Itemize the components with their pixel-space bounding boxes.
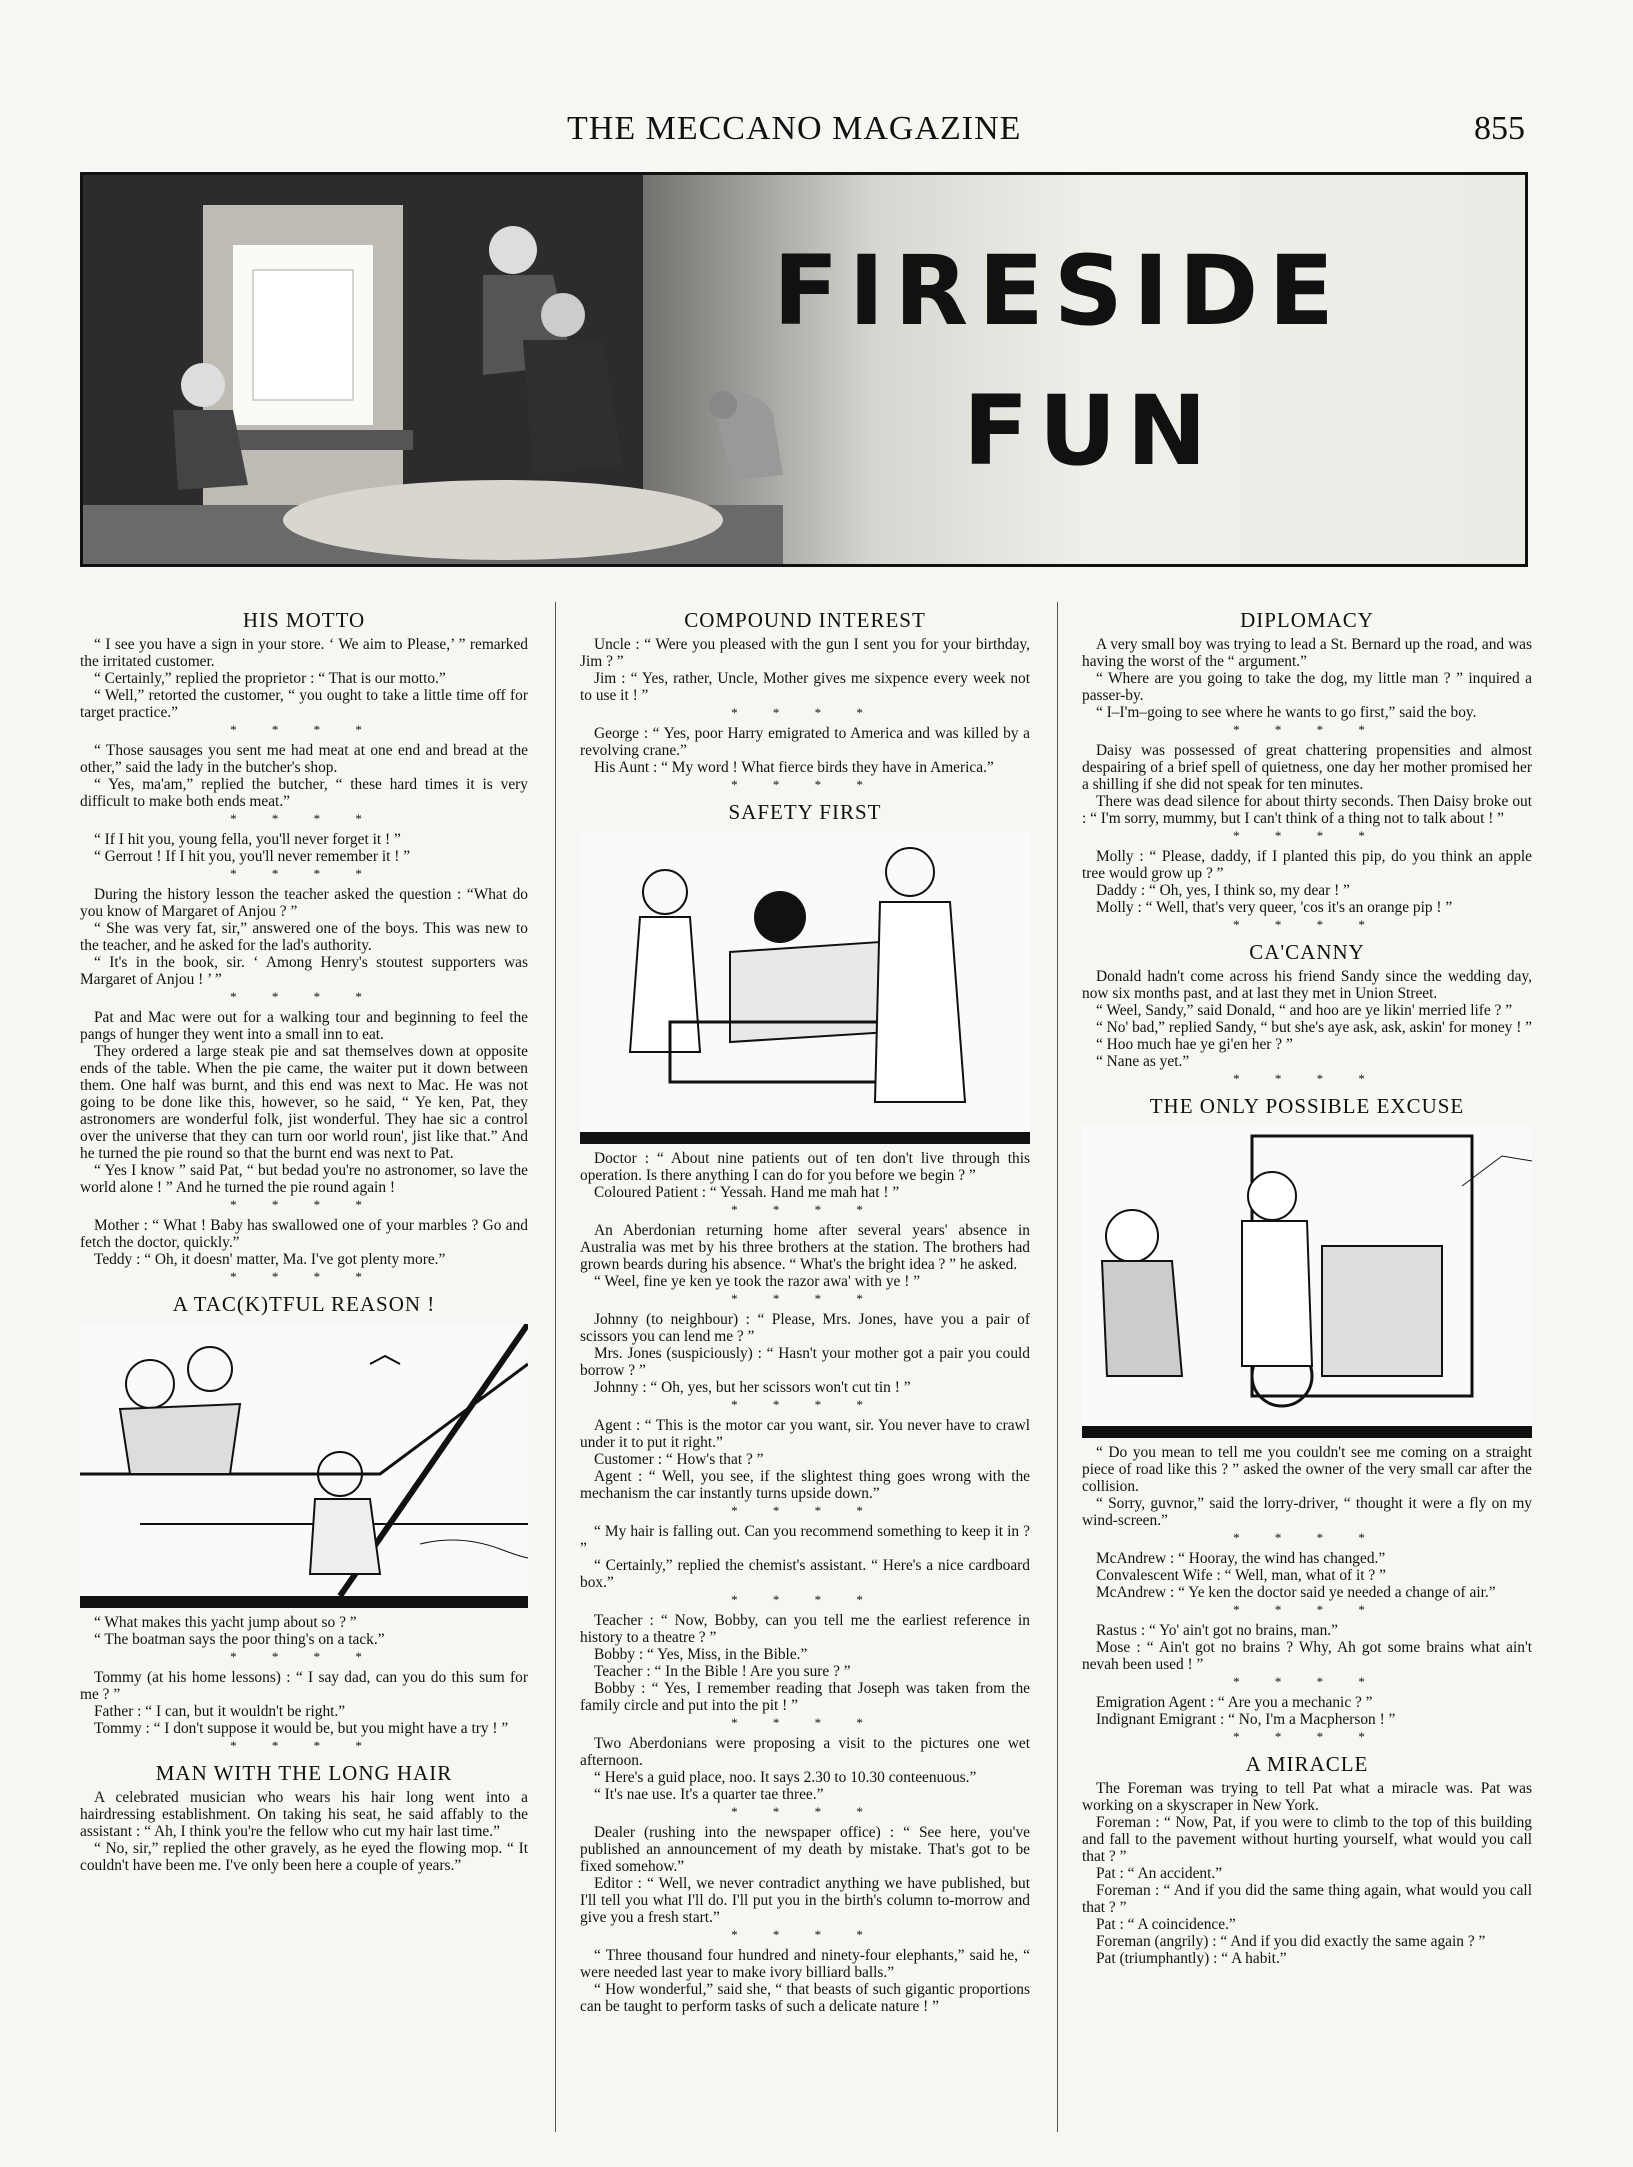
joke-paragraph: Indignant Emigrant : “ No, I'm a Macpherson ! ”	[1096, 1711, 1396, 1728]
joke-paragraph: “ Certainly,” replied the proprietor : “ That is our motto.”	[94, 670, 446, 687]
separator: * * * *	[731, 705, 879, 720]
joke-paragraph: McAndrew : “ Ye ken the doctor said ye needed a change of air.”	[1096, 1584, 1496, 1601]
joke-paragraph: “ Here's a guid place, noo. It says 2.30 to 10.30 conteenuous.”	[594, 1769, 977, 1786]
joke-paragraph: Mrs. Jones (suspiciously) : “ Hasn't your mother got a pair you could borrow ? ”	[580, 1345, 1030, 1379]
joke-paragraph: An Aberdonian returning home after several years' absence in Australia was met by his three brothers at the station. The brothers had grown beards during his absence. “ What's the bright idea ? ” he asked.	[580, 1222, 1030, 1273]
joke-paragraph: Mose : “ Ain't got no brains ? Why, Ah got some brains what ain't nevah been used ! ”	[1082, 1639, 1532, 1673]
magazine-title: THE MECCANO MAGAZINE	[567, 110, 1022, 147]
joke-paragraph: “ It's nae use. It's a quarter tae three.”	[594, 1786, 824, 1803]
joke-paragraph: Bobby : “ Yes, I remember reading that Joseph was taken from the family circle and put into the pit ! ”	[580, 1680, 1030, 1714]
joke-paragraph: “ Gerrout ! If I hit you, you'll never remember it ! ”	[94, 848, 411, 865]
heading-tactful-reason: A TAC(K)TFUL REASON !	[172, 1292, 436, 1316]
joke-paragraph: “ Those sausages you sent me had meat at one end and bread at the other,” said the lady in the butcher's shop.	[80, 742, 528, 776]
joke-paragraph: Molly : “ Well, that's very queer, 'cos it's an orange pip ! ”	[1096, 899, 1453, 916]
caption: “ Do you mean to tell me you couldn't see me coming on a straight piece of road like this ? ” asked the owner of the very small car after the collision.	[1082, 1444, 1532, 1495]
doctor-cartoon-drawing	[580, 832, 1030, 1132]
separator: * * * *	[731, 1927, 879, 1942]
joke-paragraph: “ Three thousand four hundred and ninety-four elephants,” said he, “ were needed last year to make ivory billiard balls.”	[580, 1947, 1030, 1981]
joke-paragraph: “ My hair is falling out. Can you recommend something to keep it in ? ”	[580, 1523, 1030, 1557]
joke-paragraph: “ Where are you going to take the dog, my little man ? ” inquired a passer-by.	[1082, 670, 1532, 704]
joke-paragraph: They ordered a large steak pie and sat themselves down at opposite ends of the table. When the pie came, the waiter put it down between them. One half was burnt, and this end was next to Mac. He was not going to be done like this, however, so he said, “ Ye ken, Pat, they astronomers are wonderful folk, jist wonderful. They hae sic a control over the universe that they can turn oor world roun', jist like that.” And he turned the pie round so that the burnt end was next to Pat.	[80, 1043, 528, 1162]
separator: * * * *	[731, 1397, 879, 1412]
joke-paragraph: Customer : “ How's that ? ”	[594, 1451, 764, 1468]
joke-paragraph: Father : “ I can, but it wouldn't be right.”	[94, 1703, 346, 1720]
separator: * * * *	[230, 989, 378, 1004]
separator: * * * *	[1233, 1530, 1381, 1545]
joke-paragraph: The Foreman was trying to tell Pat what a miracle was. Pat was working on a skyscraper in New York.	[1082, 1780, 1532, 1814]
separator: * * * *	[1233, 917, 1381, 932]
joke-paragraph: George : “ Yes, poor Harry emigrated to America and was killed by a revolving crane.”	[580, 725, 1030, 759]
separator: * * * *	[731, 777, 879, 792]
column-rule	[555, 602, 556, 2132]
separator: * * * *	[230, 866, 378, 881]
joke-paragraph: “ No' bad,” replied Sandy, “ but she's aye ask, ask, askin' for money ! ”	[1096, 1019, 1532, 1036]
joke-paragraph: “ Weel, Sandy,” said Donald, “ and hoo are ye likin' merried life ? ”	[1096, 1002, 1513, 1019]
joke-paragraph: Jim : “ Yes, rather, Uncle, Mother gives me sixpence every week not to use it ! ”	[580, 670, 1030, 704]
heading-his-motto: HIS MOTTO	[242, 608, 366, 632]
joke-paragraph: “ Nane as yet.”	[1096, 1053, 1190, 1070]
joke-paragraph: “ How wonderful,” said she, “ that beasts of such gigantic proportions can be taught to perform tasks of such a delicate nature ! ”	[580, 1981, 1030, 2015]
joke-paragraph: Daisy was possessed of great chattering propensities and almost despairing of a brief spell of quietness, one day her mother promised her a shilling if she did not speak for ten minutes.	[1082, 742, 1532, 793]
joke-paragraph: His Aunt : “ My word ! What fierce birds they have in America.”	[594, 759, 994, 776]
column-right	[1082, 600, 1532, 2140]
joke-paragraph: Molly : “ Please, daddy, if I planted this pip, do you think an apple tree would grow up ? ”	[1082, 848, 1532, 882]
column-left	[80, 600, 528, 2140]
separator: * * * *	[230, 1269, 378, 1284]
separator: * * * *	[731, 1503, 879, 1518]
joke-paragraph: “ Yes I know ” said Pat, “ but bedad you're no astronomer, so lave the world alone ! ” And he turned the pie round again !	[80, 1162, 528, 1196]
banner-illustration	[83, 175, 1525, 564]
heading-only-possible-excuse: THE ONLY POSSIBLE EXCUSE	[1149, 1094, 1465, 1118]
fireside-fun-banner	[80, 172, 1528, 567]
heading-cacanny: CA'CANNY	[1249, 940, 1365, 964]
joke-paragraph: Agent : “ Well, you see, if the slightest thing goes wrong with the mechanism the car instantly turns upside down.”	[580, 1468, 1030, 1502]
joke-paragraph: Foreman (angrily) : “ And if you did exactly the same again ? ”	[1096, 1933, 1486, 1950]
joke-paragraph: Rastus : “ Yo' ain't got no brains, man.”	[1096, 1622, 1338, 1639]
masthead	[0, 110, 1633, 154]
separator: * * * *	[230, 1649, 378, 1664]
joke-paragraph: Donald hadn't come across his friend Sandy since the wedding day, now six months past, and at last they met in Union Street.	[1082, 968, 1532, 1002]
separator: * * * *	[1233, 1071, 1381, 1086]
joke-paragraph: Teacher : “ Now, Bobby, can you tell me the earliest reference in history to a theatre ? ”	[580, 1612, 1030, 1646]
heading-safety-first: SAFETY FIRST	[728, 800, 882, 824]
joke-paragraph: Foreman : “ Now, Pat, if you were to climb to the top of this building and fall to the pavement without hurting yourself, what would you call that ? ”	[1082, 1814, 1532, 1865]
joke-paragraph: “ Hoo much hae ye gi'en her ? ”	[1096, 1036, 1293, 1053]
separator: * * * *	[1233, 828, 1381, 843]
separator: * * * *	[1233, 1729, 1381, 1744]
lorry-cartoon-drawing	[1082, 1126, 1532, 1426]
joke-paragraph: Tommy : “ I don't suppose it would be, but you might have a try ! ”	[94, 1720, 509, 1737]
heading-a-miracle: A MIRACLE	[1245, 1752, 1369, 1776]
joke-paragraph: Two Aberdonians were proposing a visit to the pictures one wet afternoon.	[580, 1735, 1030, 1769]
separator: * * * *	[731, 1715, 879, 1730]
separator: * * * *	[1233, 1674, 1381, 1689]
joke-paragraph: “ I–I'm–going to see where he wants to go first,” said the boy.	[1096, 704, 1477, 721]
joke-paragraph: “ No, sir,” replied the other gravely, as he eyed the flowing mop. “ It couldn't have been me. I've only been here a couple of years.”	[80, 1840, 528, 1874]
joke-paragraph: McAndrew : “ Hooray, the wind has changed.”	[1096, 1550, 1386, 1567]
yacht-cartoon-drawing	[80, 1324, 528, 1596]
joke-paragraph: Teddy : “ Oh, it doesn' matter, Ma. I've got plenty more.”	[94, 1251, 446, 1268]
lorry-cartoon	[1082, 1126, 1532, 1438]
joke-paragraph: Mother : “ What ! Baby has swallowed one of your marbles ? Go and fetch the doctor, quickly.”	[80, 1217, 528, 1251]
caption: “ The boatman says the poor thing's on a tack.”	[94, 1631, 385, 1648]
separator: * * * *	[230, 1197, 378, 1212]
joke-paragraph: “ Certainly,” replied the chemist's assistant. “ Here's a nice cardboard box.”	[580, 1557, 1030, 1591]
joke-paragraph: During the history lesson the teacher asked the question : “What do you know of Margaret of Anjou ? ”	[80, 886, 528, 920]
separator: * * * *	[731, 1291, 879, 1306]
separator: * * * *	[731, 1202, 879, 1217]
caption: Doctor : “ About nine patients out of ten don't live through this operation. Is there anything I can do for you before we begin ? ”	[580, 1150, 1030, 1184]
separator: * * * *	[731, 1804, 879, 1819]
joke-paragraph: Bobby : “ Yes, Miss, in the Bible.”	[594, 1646, 808, 1663]
joke-paragraph: Daddy : “ Oh, yes, I think so, my dear ! ”	[1096, 882, 1350, 899]
banner-title-line1: FIRESIDE	[773, 235, 1344, 347]
joke-paragraph: “ I see you have a sign in your store. ‘ We aim to Please,’ ” remarked the irritated customer.	[80, 636, 528, 670]
joke-paragraph: Tommy (at his home lessons) : “ I say dad, can you do this sum for me ? ”	[80, 1669, 528, 1703]
joke-paragraph: “ Weel, fine ye ken ye took the razor awa' with ye ! ”	[594, 1273, 921, 1290]
joke-paragraph: Johnny : “ Oh, yes, but her scissors won't cut tin ! ”	[594, 1379, 911, 1396]
joke-paragraph: A celebrated musician who wears his hair long went into a hairdressing establishment. On taking his seat, he said affably to the assistant : “ Ah, I think you're the fellow who cut my hair last time.”	[80, 1789, 528, 1840]
joke-paragraph: Dealer (rushing into the newspaper office) : “ See here, you've published an announcement of my death by mistake. That's got to be fixed somehow.”	[580, 1824, 1030, 1875]
separator: * * * *	[1233, 722, 1381, 737]
joke-paragraph: Pat : “ A coincidence.”	[1096, 1916, 1236, 1933]
caption: “ Sorry, guvnor,” said the lorry-driver, “ thought it were a fly on my wind-screen.”	[1082, 1495, 1532, 1529]
joke-paragraph: “ She was very fat, sir,” answered one of the boys. This was new to the teacher, and he asked for the lad's authority.	[80, 920, 528, 954]
joke-paragraph: Johnny (to neighbour) : “ Please, Mrs. Jones, have you a pair of scissors you can lend me ? ”	[580, 1311, 1030, 1345]
caption: “ What makes this yacht jump about so ? ”	[94, 1614, 357, 1631]
joke-paragraph: “ It's in the book, sir. ‘ Among Henry's stoutest supporters was Margaret of Anjou ! ’ ”	[80, 954, 528, 988]
separator: * * * *	[731, 1592, 879, 1607]
heading-long-hair: MAN WITH THE LONG HAIR	[155, 1761, 453, 1785]
doctor-cartoon	[580, 832, 1030, 1144]
column-rule	[1057, 602, 1058, 2132]
joke-paragraph: Emigration Agent : “ Are you a mechanic ? ”	[1096, 1694, 1373, 1711]
joke-paragraph: Teacher : “ In the Bible ! Are you sure ? ”	[594, 1663, 851, 1680]
heading-diplomacy: DIPLOMACY	[1240, 608, 1374, 632]
joke-paragraph: A very small boy was trying to lead a St. Bernard up the road, and was having the worst of the “ argument.”	[1082, 636, 1532, 670]
caption: Coloured Patient : “ Yessah. Hand me mah hat ! ”	[594, 1184, 900, 1201]
page-number: 855	[1474, 110, 1525, 147]
joke-paragraph: Uncle : “ Were you pleased with the gun I sent you for your birthday, Jim ? ”	[580, 636, 1030, 670]
joke-paragraph: Editor : “ Well, we never contradict anything we have published, but I'll tell you what I'll do. I'll put you in the birth's column to-morrow and give you a fresh start.”	[580, 1875, 1030, 1926]
banner-title-line2: FUN	[963, 375, 1217, 487]
yacht-cartoon	[80, 1324, 528, 1608]
joke-paragraph: Foreman : “ And if you did the same thing again, what would you call that ? ”	[1082, 1882, 1532, 1916]
joke-paragraph: There was dead silence for about thirty seconds. Then Daisy broke out : “ I'm sorry, mummy, but I can't think of a thing not to talk about ! ”	[1082, 793, 1532, 827]
joke-paragraph: Pat : “ An accident.”	[1096, 1865, 1223, 1882]
joke-paragraph: Agent : “ This is the motor car you want, sir. You never have to crawl under it to put it right.”	[580, 1417, 1030, 1451]
joke-paragraph: Convalescent Wife : “ Well, man, what of it ? ”	[1096, 1567, 1386, 1584]
joke-paragraph: Pat and Mac were out for a walking tour and beginning to feel the pangs of hunger they went into a small inn to eat.	[80, 1009, 528, 1043]
separator: * * * *	[1233, 1602, 1381, 1617]
separator: * * * *	[230, 1738, 378, 1753]
heading-compound-interest: COMPOUND INTEREST	[684, 608, 926, 632]
separator: * * * *	[230, 722, 378, 737]
separator: * * * *	[230, 811, 378, 826]
joke-paragraph: “ Yes, ma'am,” replied the butcher, “ these hard times it is very difficult to make both ends meat.”	[80, 776, 528, 810]
joke-paragraph: “ Well,” retorted the customer, “ you ought to take a little time off for target practice.”	[80, 687, 528, 721]
column-middle	[580, 600, 1030, 2140]
joke-paragraph: “ If I hit you, young fella, you'll never forget it ! ”	[94, 831, 401, 848]
joke-paragraph: Pat (triumphantly) : “ A habit.”	[1096, 1950, 1287, 1967]
